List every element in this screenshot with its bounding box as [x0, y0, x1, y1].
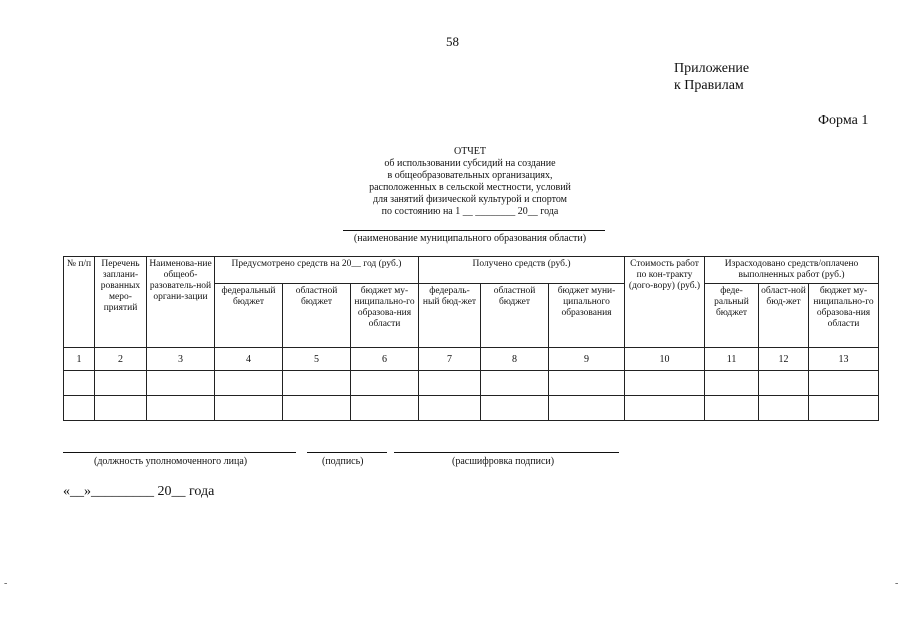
header-row-groups — [64, 257, 879, 284]
header-spent-municipal: бюджет му-ниципально-го образова-ния области — [809, 284, 879, 348]
title-line-1: ОТЧЕТ — [453, 146, 487, 157]
header-spent-regional: област-ной бюд-жет — [759, 284, 809, 348]
date-line: «__»_________ 20__ года — [63, 484, 215, 499]
table-cell — [809, 371, 879, 396]
column-number: 3 — [147, 348, 215, 371]
appendix-line-2: к Правилам — [674, 78, 744, 93]
column-number: 1 — [64, 348, 95, 371]
table-cell — [351, 396, 419, 421]
header-planned-regional: областной бюджет — [283, 284, 351, 348]
table-cell — [283, 371, 351, 396]
table-cell — [283, 396, 351, 421]
table-cell — [351, 371, 419, 396]
table-cell — [705, 371, 759, 396]
header-number: № п/п — [64, 257, 95, 348]
header-spent-federal: феде-ральный бюджет — [705, 284, 759, 348]
header-planned-activities: Перечень заплани-рованных меро-приятий — [95, 257, 147, 348]
page-number: 58 — [446, 34, 459, 49]
column-number: 10 — [625, 348, 705, 371]
signature-fill-line — [307, 452, 387, 453]
decoding-fill-line — [394, 452, 619, 453]
column-number: 5 — [283, 348, 351, 371]
title-line-6: по состоянию на 1 __ ________ 20__ года — [381, 206, 559, 217]
table-cell — [759, 396, 809, 421]
table-cell — [215, 371, 283, 396]
table-row — [64, 396, 879, 421]
header-planned-federal: федеральный бюджет — [215, 284, 283, 348]
table-cell — [705, 396, 759, 421]
table-cell — [809, 396, 879, 421]
header-organization-name: Наименова-ние общеоб-разователь-ной органи-зации — [147, 257, 215, 348]
appendix-line-1: Приложение — [674, 61, 750, 76]
column-number: 7 — [419, 348, 481, 371]
table-cell — [549, 396, 625, 421]
municipality-fill-line — [343, 230, 605, 231]
column-number: 8 — [481, 348, 549, 371]
title-line-2: об использовании субсидий на создание — [384, 158, 556, 169]
table-cell — [147, 371, 215, 396]
table-cell — [625, 371, 705, 396]
table-cell — [481, 371, 549, 396]
column-number: 13 — [809, 348, 879, 371]
table-cell — [95, 371, 147, 396]
title-line-5: для занятий физической культурой и спортом — [372, 194, 567, 205]
column-number: 11 — [705, 348, 759, 371]
form-label: Форма 1 — [818, 113, 869, 128]
table-cell — [759, 371, 809, 396]
header-group-planned: Предусмотрено средств на 20__ год (руб.) — [215, 257, 419, 284]
table-cell — [147, 396, 215, 421]
municipality-caption: (наименование муниципального образования области) — [353, 233, 587, 244]
column-number: 4 — [215, 348, 283, 371]
decoding-caption: (расшифровка подписи) — [452, 456, 555, 467]
column-number: 12 — [759, 348, 809, 371]
table-cell — [419, 371, 481, 396]
table-cell — [95, 396, 147, 421]
table-cell — [64, 396, 95, 421]
table-cell — [481, 396, 549, 421]
header-contract-cost: Стоимость работ по кон-тракту (дого-вору) (руб.) — [625, 257, 705, 348]
header-received-municipal: бюджет муни-ципального образования — [549, 284, 625, 348]
title-line-4: расположенных в сельской местности, условий — [369, 182, 571, 193]
right-edge-mark: - — [895, 578, 899, 589]
header-group-spent: Израсходовано средств/оплачено выполненных работ (руб.) — [705, 257, 879, 284]
header-group-received: Получено средств (руб.) — [419, 257, 625, 284]
left-edge-mark: - — [4, 578, 8, 589]
table-cell — [625, 396, 705, 421]
table-cell — [215, 396, 283, 421]
report-title — [300, 146, 640, 218]
table-cell — [549, 371, 625, 396]
signature-caption: (подпись) — [322, 456, 364, 467]
column-number: 6 — [351, 348, 419, 371]
position-fill-line — [63, 452, 296, 453]
table-row — [64, 371, 879, 396]
table-cell — [64, 371, 95, 396]
position-caption: (должность уполномоченного лица) — [94, 456, 248, 467]
table-cell — [419, 396, 481, 421]
column-number: 2 — [95, 348, 147, 371]
title-line-3: в общеобразовательных организациях, — [387, 170, 553, 181]
appendix-label — [674, 60, 749, 94]
report-table — [63, 256, 879, 421]
header-planned-municipal: бюджет му-ниципально-го образова-ния области — [351, 284, 419, 348]
header-received-federal: федераль-ный бюд-жет — [419, 284, 481, 348]
header-received-regional: областной бюджет — [481, 284, 549, 348]
column-number: 9 — [549, 348, 625, 371]
column-number-row — [64, 348, 879, 371]
